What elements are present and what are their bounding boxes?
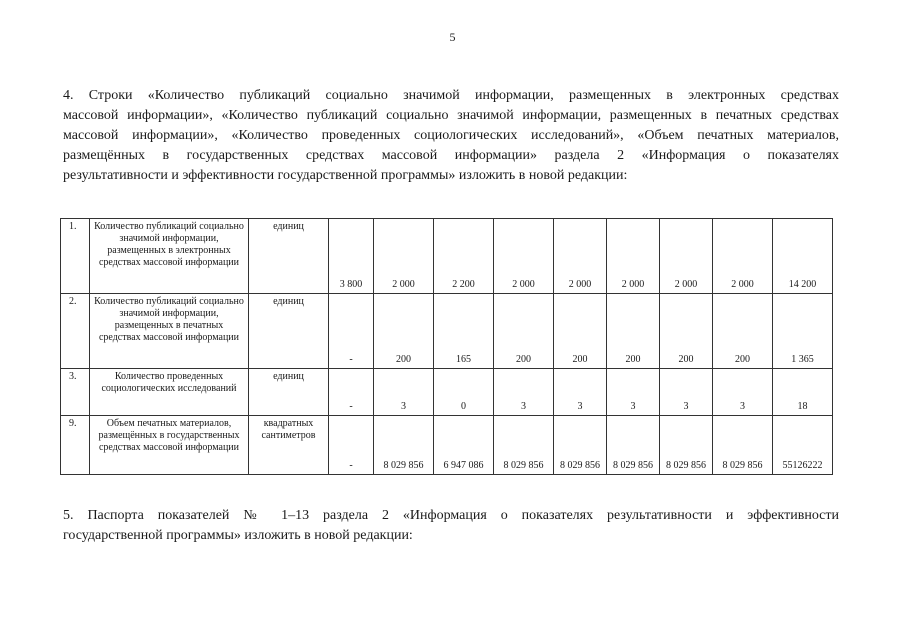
indicators-table <box>60 218 833 475</box>
value-cell: 3 <box>374 369 434 416</box>
value-cell: 2 200 <box>434 219 494 294</box>
unit-cell: единиц <box>249 294 329 369</box>
row-number: 3. <box>61 369 90 416</box>
value-cell: 200 <box>607 294 660 369</box>
paragraph-4-line: 4. Строки «Количество публикаций социально значимой информации, размещенных в электронных средствах <box>63 88 839 103</box>
row-number: 2. <box>61 294 90 369</box>
value-cell: 165 <box>434 294 494 369</box>
unit-cell: единиц <box>249 369 329 416</box>
table-row <box>61 369 833 416</box>
value-cell: 8 029 856 <box>713 416 773 475</box>
value-cell: 3 800 <box>329 219 374 294</box>
paragraph-4-line: массовой информации», «Количество проведенных социологических исследований», «Объем печатных материалов, <box>63 128 839 143</box>
total-cell: 1 365 <box>773 294 833 369</box>
value-cell: 2 000 <box>554 219 607 294</box>
paragraph-4-line: результативности и эффективности государственной программы» изложить в новой редакции: <box>63 168 628 183</box>
value-cell: 3 <box>494 369 554 416</box>
value-cell: 3 <box>660 369 713 416</box>
table-row <box>61 219 833 294</box>
table-row <box>61 294 833 369</box>
paragraph-4 <box>63 86 839 186</box>
indicator-name: Количество публикаций социально значимой информации, размещенных в печатных средствах массовой информации <box>90 294 249 369</box>
total-cell: 55126222 <box>773 416 833 475</box>
row-number: 9. <box>61 416 90 475</box>
value-cell: 2 000 <box>374 219 434 294</box>
table-row <box>61 416 833 475</box>
value-cell: - <box>329 294 374 369</box>
value-cell: 3 <box>607 369 660 416</box>
paragraph-5-line: государственной программы» изложить в новой редакции: <box>63 528 413 543</box>
value-cell: 0 <box>434 369 494 416</box>
value-cell: - <box>329 369 374 416</box>
value-cell: - <box>329 416 374 475</box>
indicator-name: Объем печатных материалов, размещённых в государственных средствах массовой информации <box>90 416 249 475</box>
value-cell: 2 000 <box>607 219 660 294</box>
paragraph-5 <box>63 506 839 546</box>
value-cell: 8 029 856 <box>374 416 434 475</box>
total-cell: 14 200 <box>773 219 833 294</box>
value-cell: 8 029 856 <box>554 416 607 475</box>
value-cell: 200 <box>494 294 554 369</box>
value-cell: 2 000 <box>494 219 554 294</box>
value-cell: 3 <box>713 369 773 416</box>
unit-cell: квадратных сантиметров <box>249 416 329 475</box>
indicator-name: Количество публикаций социально значимой информации, размещенных в электронных средствах массовой информации <box>90 219 249 294</box>
value-cell: 8 029 856 <box>660 416 713 475</box>
page-number: 5 <box>449 30 456 44</box>
row-number: 1. <box>61 219 90 294</box>
value-cell: 200 <box>554 294 607 369</box>
value-cell: 200 <box>713 294 773 369</box>
indicator-name: Количество проведенных социологических исследований <box>90 369 249 416</box>
total-cell: 18 <box>773 369 833 416</box>
value-cell: 2 000 <box>713 219 773 294</box>
paragraph-4-line: размещённых в государственных средствах массовой информации» раздела 2 «Информация о показателях <box>63 148 839 163</box>
unit-cell: единиц <box>249 219 329 294</box>
paragraph-5-line: 5. Паспорта показателей № 1–13 раздела 2 «Информация о показателях результативности и эффективности <box>63 508 839 523</box>
value-cell: 6 947 086 <box>434 416 494 475</box>
value-cell: 200 <box>374 294 434 369</box>
value-cell: 2 000 <box>660 219 713 294</box>
value-cell: 8 029 856 <box>607 416 660 475</box>
value-cell: 200 <box>660 294 713 369</box>
value-cell: 8 029 856 <box>494 416 554 475</box>
value-cell: 3 <box>554 369 607 416</box>
paragraph-4-line: массовой информации», «Количество публикаций социально значимой информации, размещенных в печатных средствах <box>63 108 839 123</box>
